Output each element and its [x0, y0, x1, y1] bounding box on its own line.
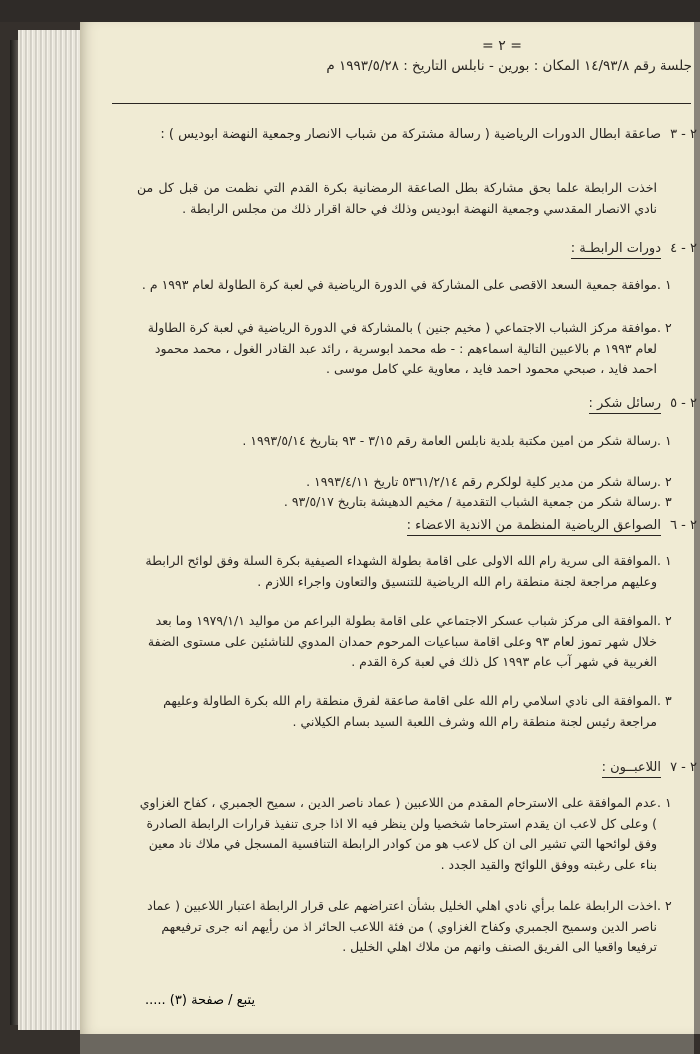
background-top: [0, 0, 700, 22]
item-text: موافقة مركز الشباب الاجتماعي ( مخيم جنين ) بالمشاركة في الدورة الرياضية في لعبة كرة الطاولة لعام ١٩٩٣ م بالاعبين التالية اسماءهم : - طه محمد ابوسرية ، رائد عبد القادر الغول ، محمد محمود احمد فايد ، صبحي محمود احمد فايد ، معاوية علي كامل موسى .: [147, 320, 657, 376]
item-text: الموافقة الى مركز شباب عسكر الاجتماعي على اقامة بطولة البراعم من مواليد ١٩٧٩/١/١ وما بعد خلال شهر تموز لعام ٩٣ وعلى اقامة سباعيات المرحوم حمدان المدوي للناشئين على مستوى الضفة الغربية في شهر آب عام ١٩٩٣ كل ذلك في لعبة كرة القدم .: [147, 613, 657, 669]
item-number: . ١: [657, 553, 672, 568]
list-item: [132, 275, 672, 296]
item-text: رسالة شكر من امين مكتبة بلدية نابلس العامة رقم ٣/١٥ - ٩٣ بتاريخ ١٩٩٣/٥/١٤ .: [242, 433, 657, 448]
list-item: [132, 896, 672, 958]
list-item: [132, 472, 672, 493]
section-number: ٢ - ٣: [670, 127, 697, 142]
list-item: [132, 318, 672, 380]
item-number: . ١: [657, 433, 672, 448]
item-text: الموافقة الى نادي اسلامي رام الله على اقامة صاعقة لفرق منطقة رام الله بكرة الطاولة وعليهم مراجعة رئيس لجنة منطقة رام الله وشرف اللعبة السيد بسام الكيلاني .: [163, 693, 657, 729]
section-title: رسائل شكر :: [589, 396, 661, 414]
section-number: ٢ - ٦: [670, 518, 697, 533]
list-item: [132, 793, 672, 875]
item-number: . ٢: [657, 898, 672, 913]
item-number: . ٢: [657, 613, 672, 628]
section-title: صاعقة ابطال الدورات الرياضية ( رسالة مشتركة من شباب الانصار وجمعية النهضة ابوديس ) :: [160, 127, 661, 142]
section-2-4: [97, 241, 697, 259]
item-number: . ٣: [657, 693, 672, 708]
item-text: رسالة شكر من مدير كلية لولكرم رقم ٥٣٦١/٢/١٤ تاريخ ١٩٩٣/٤/١١ .: [306, 474, 657, 489]
item-text: اخذت الرابطة علما برأي نادي اهلي الخليل بشأن اعتراضهم على قرار الرابطة اعتبار اللاعبين ( عماد ناصر الدين وسميح الجمبري وكفاح الغزاوي ) من فئة اللاعب الحائر اذ من رأيهم انه جرى ترفيعهم ترفيعا واقعيا الى الفريق الصنف وانهم من ملاك اهلي الخليل .: [147, 898, 657, 954]
list-item: [132, 492, 672, 513]
item-number: . ٢: [657, 474, 672, 489]
item-text: الموافقة الى سرية رام الله الاولى على اقامة بطولة الشهداء الصيفية بكرة السلة وفق لوائح الرابطة وعليهم مراجعة لجنة منطقة رام الله الرياضية للتنسيق والتعاون واجراء اللازم .: [145, 553, 657, 589]
list-item: [132, 551, 672, 592]
list-item: [132, 611, 672, 673]
list-item: [132, 431, 672, 452]
item-number: . ١: [657, 277, 672, 292]
section-title: دورات الرابطـة :: [571, 241, 661, 259]
section-2-5: [97, 396, 697, 414]
section-2-3: [97, 121, 697, 148]
page-footer-continue: يتبع / صفحة (٣) .....: [145, 993, 256, 1008]
item-number: . ٢: [657, 320, 672, 335]
section-title: الصواعق الرياضية المنظمة من الاندية الاعضاء :: [407, 518, 661, 536]
section-title: اللاعبــون :: [602, 760, 661, 778]
list-item: [132, 691, 672, 732]
section-number: ٢ - ٧: [670, 760, 697, 775]
session-header: جلسة رقم ١٤/٩٣/٨ المكان : بورين - نابلس التاريخ : ١٩٩٣/٥/٢٨ م: [326, 58, 692, 74]
page-number: = ٢ =: [482, 38, 522, 54]
item-number: . ٣: [657, 494, 672, 509]
section-number: ٢ - ٥: [670, 396, 697, 411]
section-2-7: [97, 760, 697, 778]
background-bottom: [80, 1034, 694, 1054]
item-text: موافقة جمعية السعد الاقصى على المشاركة في الدورة الرياضية في لعبة كرة الطاولة لعام ١٩٩٣ م .: [141, 277, 657, 292]
item-text: رسالة شكر من جمعية الشباب التقدمية / مخيم الدهيشة بتاريخ ٩٣/٥/١٧ .: [283, 494, 657, 509]
section-2-3-paragraph: اخذت الرابطة علما بحق مشاركة بطل الصاعقة الرمضانية بكرة القدم التي نظمت من قبل كل من نادي الانصار المقدسي وجمعية النهضة ابوديس وذلك في حالة اقرار ذلك من مجلس الرابطة .: [137, 180, 657, 216]
item-text: عدم الموافقة على الاسترحام المقدم من اللاعبين ( عماد ناصر الدين ، سميح الجمبري ، كفاح الغزاوي ) وعلى كل لاعب ان يقدم استرحاما شخصيا ولن ينظر فيه الا اذا جرى تنفيذ قرارات الرابطة الصادرة وفق لوائحها التي تشير الى ان كل لاعب هو من كوادر الرابطة التنافسية المسجل في ملاك ناد معين بناء على رغبته ووفق اللوائح والقيد الجدد .: [139, 795, 657, 872]
header-rule: [112, 103, 691, 104]
section-2-6: [97, 518, 697, 536]
item-number: . ١: [657, 795, 672, 810]
section-number: ٢ - ٤: [670, 241, 697, 256]
page-stack-edges: [18, 30, 84, 1030]
